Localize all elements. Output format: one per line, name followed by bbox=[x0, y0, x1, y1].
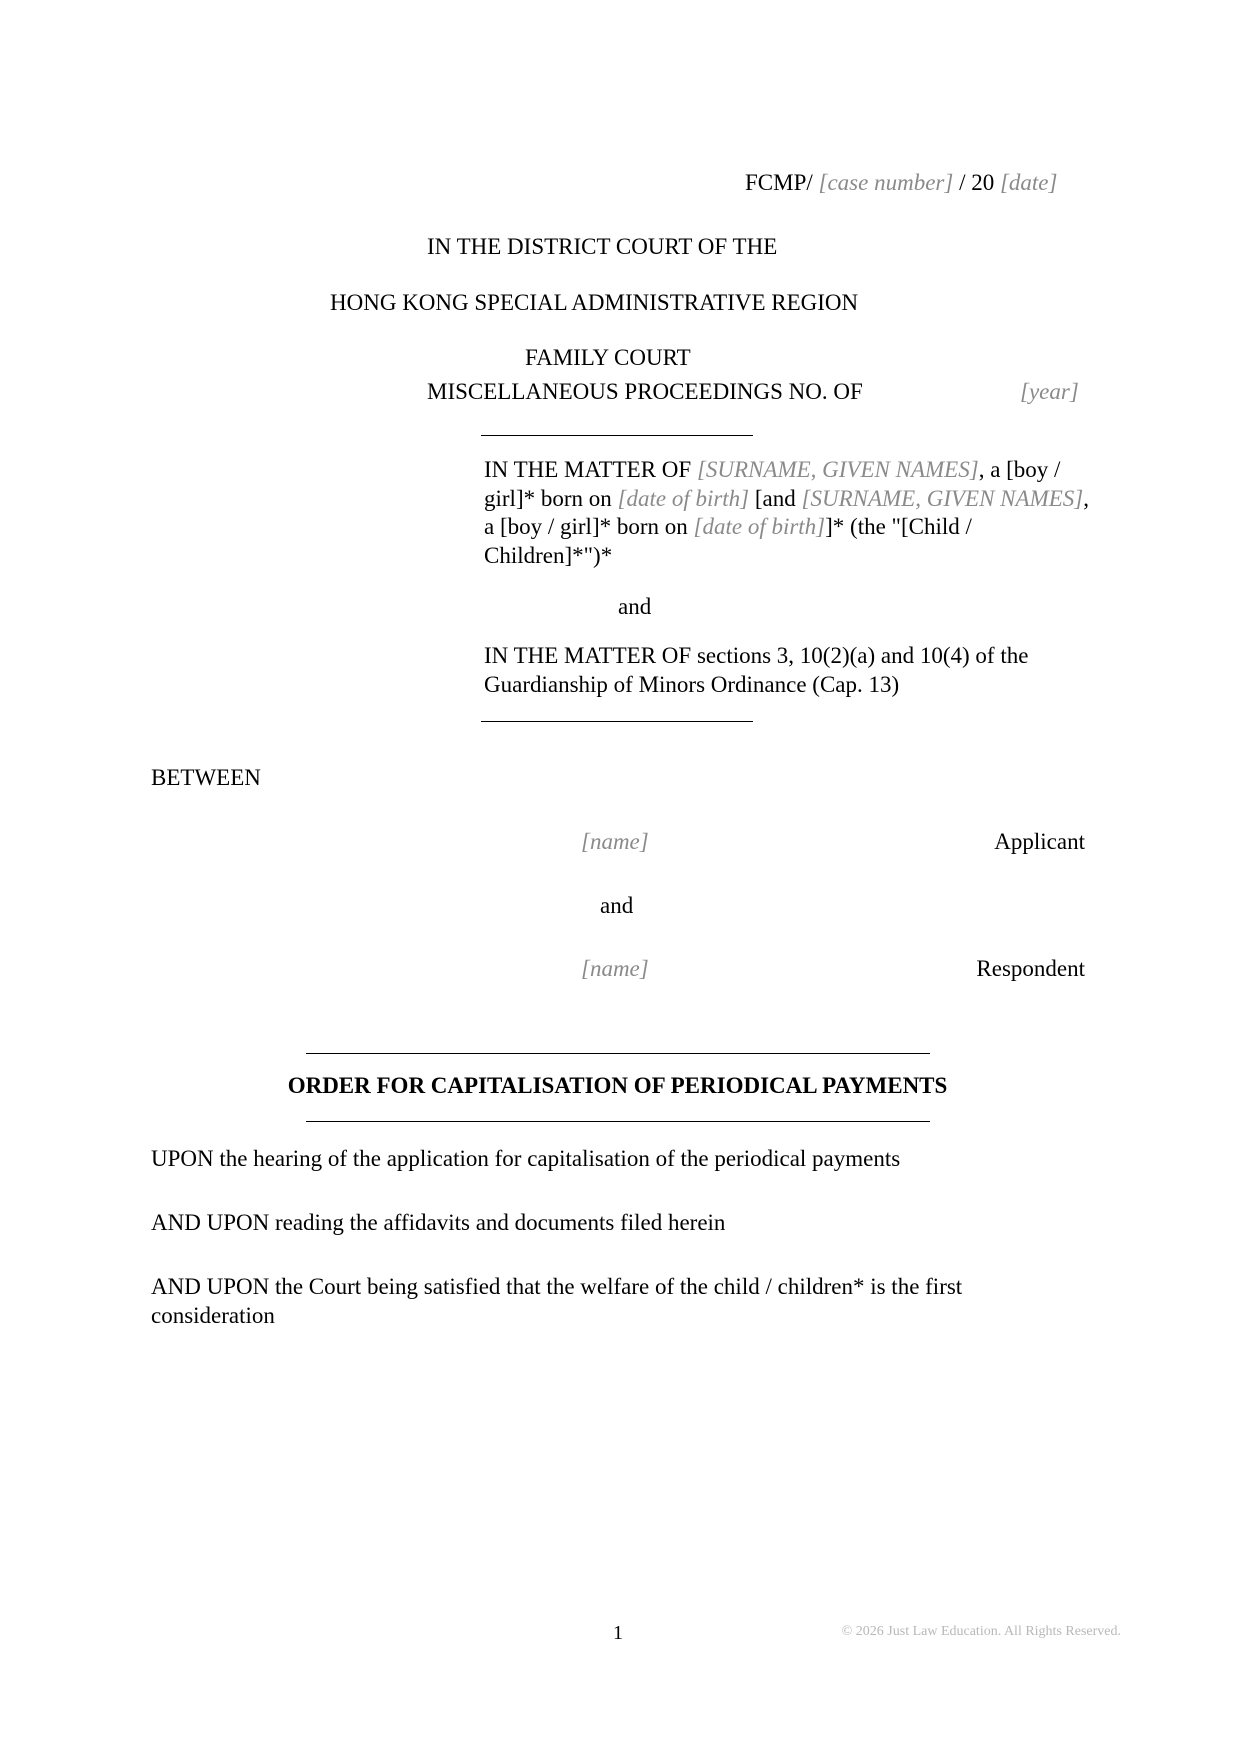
divider-top bbox=[481, 435, 753, 436]
case-number-placeholder[interactable]: [case number] bbox=[818, 170, 954, 195]
dob-placeholder[interactable]: [date of birth] bbox=[617, 485, 750, 511]
respondent-role: Respondent bbox=[976, 956, 1085, 981]
case-number-line bbox=[745, 170, 1057, 196]
second-dob-placeholder[interactable]: [date of birth] bbox=[693, 514, 826, 539]
applicant-name-placeholder[interactable]: [name] bbox=[581, 829, 649, 854]
year-placeholder[interactable]: [year] bbox=[1020, 379, 1079, 404]
between-label: BETWEEN bbox=[151, 765, 261, 790]
proceedings-line: MISCELLANEOUS PROCEEDINGS NO. OF bbox=[427, 379, 863, 404]
matter-child: IN THE MATTER OF [SURNAME, GIVEN NAMES], a [boy / girl]* born on [date of birth] [and [SURNAME, GIVEN NAMES], a [boy / girl]* born on [date of birth]]* (the "[Child / Children]*")* bbox=[484, 457, 1089, 568]
case-prefix: FCMP/ bbox=[745, 170, 819, 195]
court-line-1: IN THE DISTRICT COURT OF THE bbox=[427, 234, 778, 259]
title-rule-bottom bbox=[306, 1121, 930, 1122]
matter-ordinance: IN THE MATTER OF sections 3, 10(2)(a) and 10(4) of the Guardianship of Minors Ordinance (Cap. 13) bbox=[484, 643, 1029, 697]
copyright-notice: © 2026 Just Law Education. All Rights Reserved. bbox=[841, 1624, 1121, 1639]
recital-hearing: UPON the hearing of the application for capitalisation of the periodical payments bbox=[151, 1146, 901, 1171]
title-rule-top bbox=[306, 1053, 930, 1054]
order-title: ORDER FOR CAPITALISATION OF PERIODICAL PAYMENTS bbox=[287, 1073, 948, 1098]
second-child-name-placeholder[interactable]: [SURNAME, GIVEN NAMES] bbox=[801, 485, 1084, 511]
case-mid: / 20 bbox=[953, 170, 1000, 195]
applicant-role: Applicant bbox=[994, 829, 1085, 854]
parties-and: and bbox=[600, 893, 634, 918]
page-number: 1 bbox=[613, 1622, 623, 1644]
child-name-placeholder[interactable]: [SURNAME, GIVEN NAMES] bbox=[696, 457, 979, 482]
date-placeholder[interactable]: [date] bbox=[999, 170, 1058, 195]
court-line-3: FAMILY COURT bbox=[525, 345, 691, 370]
recital-welfare: AND UPON the Court being satisfied that the welfare of the child / children* is the first consideration bbox=[151, 1274, 963, 1328]
recital-affidavits: AND UPON reading the affidavits and documents filed herein bbox=[151, 1210, 726, 1235]
divider-bottom bbox=[481, 721, 753, 722]
court-line-2: HONG KONG SPECIAL ADMINISTRATIVE REGION bbox=[330, 290, 859, 315]
respondent-name-placeholder[interactable]: [name] bbox=[581, 956, 649, 981]
and-connector: and bbox=[618, 594, 652, 619]
